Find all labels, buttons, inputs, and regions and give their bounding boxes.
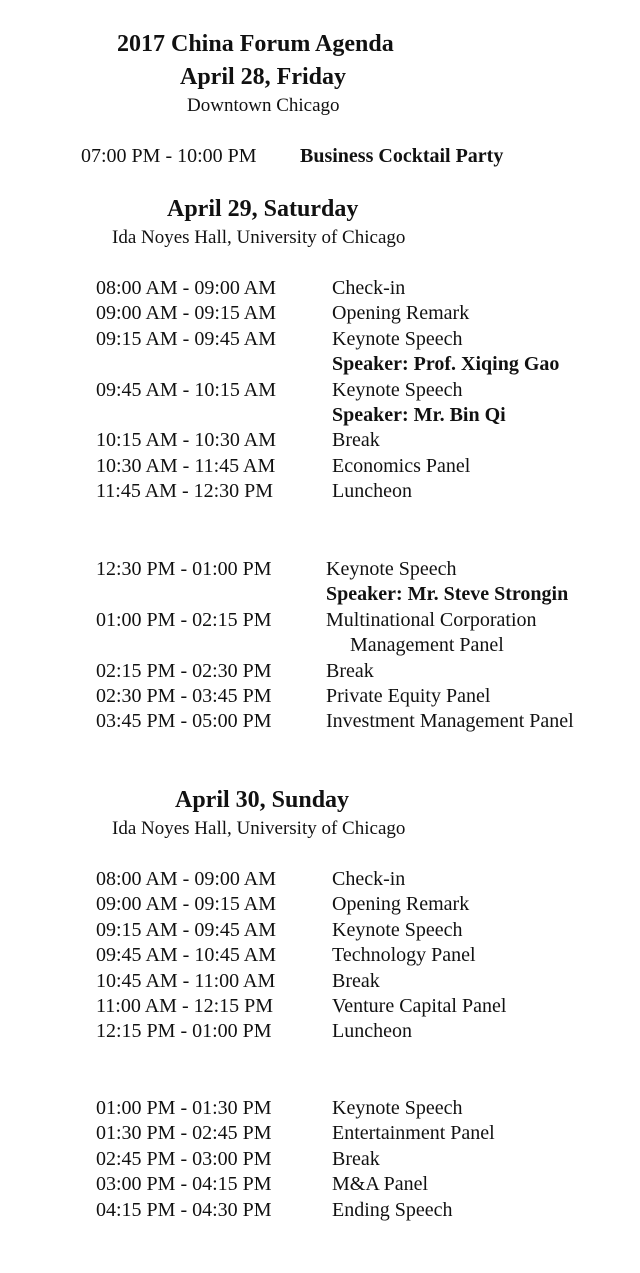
session-time: 02:30 PM - 03:45 PM [96, 685, 272, 707]
session-title: Venture Capital Panel [332, 995, 507, 1017]
session-title: Entertainment Panel [332, 1122, 495, 1145]
session-time: 02:45 PM - 03:00 PM [96, 1147, 272, 1170]
session-time: 01:00 PM - 01:30 PM [96, 1097, 272, 1119]
session-title: Luncheon [332, 1020, 412, 1043]
session-title: Keynote Speech [326, 558, 457, 580]
session-time: 12:15 PM - 01:00 PM [96, 1020, 272, 1043]
day-heading-saturday: April 29, Saturday [167, 196, 359, 222]
friday-time: 07:00 PM - 10:00 PM [81, 145, 257, 167]
session-title: Technology Panel [332, 944, 476, 967]
session-title: Opening Remark [332, 893, 470, 916]
session-time: 04:15 PM - 04:30 PM [96, 1198, 272, 1221]
session-time: 09:00 AM - 09:15 AM [96, 893, 277, 916]
session-title: Investment Management Panel [326, 710, 574, 733]
session-time: 09:15 AM - 09:45 AM [96, 918, 277, 941]
session-title: Break [326, 659, 374, 682]
session-title: Management Panel [350, 634, 504, 657]
agenda-title: 2017 China Forum Agenda [117, 31, 394, 57]
session-title: Check-in [332, 868, 406, 890]
session-time: 09:00 AM - 09:15 AM [96, 302, 277, 325]
session-time: 10:45 AM - 11:00 AM [96, 969, 276, 992]
session-time: 11:45 AM - 12:30 PM [96, 480, 274, 503]
session-title: Economics Panel [332, 454, 471, 477]
session-title: Multinational Corporation [326, 608, 537, 631]
session-title: Private Equity Panel [326, 685, 491, 707]
speaker-name: Speaker: Mr. Bin Qi [332, 404, 506, 426]
session-time: 11:00 AM - 12:15 PM [96, 995, 274, 1017]
session-time: 12:30 PM - 01:00 PM [96, 558, 272, 580]
session-time: 09:15 AM - 09:45 AM [96, 327, 277, 350]
session-title: Keynote Speech [332, 1097, 463, 1119]
session-time: 09:45 AM - 10:45 AM [96, 944, 277, 967]
session-title: Break [332, 969, 380, 992]
session-time: 10:15 AM - 10:30 AM [96, 429, 277, 452]
session-title: Luncheon [332, 480, 412, 503]
day-heading-friday: April 28, Friday [180, 64, 346, 90]
session-title: Ending Speech [332, 1198, 453, 1221]
friday-event: Business Cocktail Party [300, 145, 504, 167]
venue-friday: Downtown Chicago [187, 95, 340, 116]
session-time: 03:45 PM - 05:00 PM [96, 710, 272, 733]
session-time: 02:15 PM - 02:30 PM [96, 659, 272, 682]
session-time: 08:00 AM - 09:00 AM [96, 868, 277, 890]
venue-saturday: Ida Noyes Hall, University of Chicago [112, 227, 406, 248]
day-heading-sunday: April 30, Sunday [175, 787, 350, 813]
session-title: Break [332, 1147, 380, 1170]
session-title: Keynote Speech [332, 918, 463, 941]
speaker-name: Speaker: Mr. Steve Strongin [326, 583, 569, 606]
session-title: Opening Remark [332, 302, 470, 325]
session-title: Keynote Speech [332, 378, 463, 401]
session-title: Check-in [332, 277, 406, 299]
session-title: Keynote Speech [332, 327, 463, 350]
venue-sunday: Ida Noyes Hall, University of Chicago [112, 818, 406, 839]
session-title: M&A Panel [332, 1173, 429, 1196]
session-time: 03:00 PM - 04:15 PM [96, 1173, 272, 1196]
speaker-name: Speaker: Prof. Xiqing Gao [332, 353, 560, 376]
session-title: Break [332, 429, 380, 452]
session-time: 01:30 PM - 02:45 PM [96, 1122, 272, 1145]
session-time: 08:00 AM - 09:00 AM [96, 277, 277, 299]
session-time: 09:45 AM - 10:15 AM [96, 378, 277, 401]
session-time: 01:00 PM - 02:15 PM [96, 608, 272, 631]
session-time: 10:30 AM - 11:45 AM [96, 454, 276, 477]
